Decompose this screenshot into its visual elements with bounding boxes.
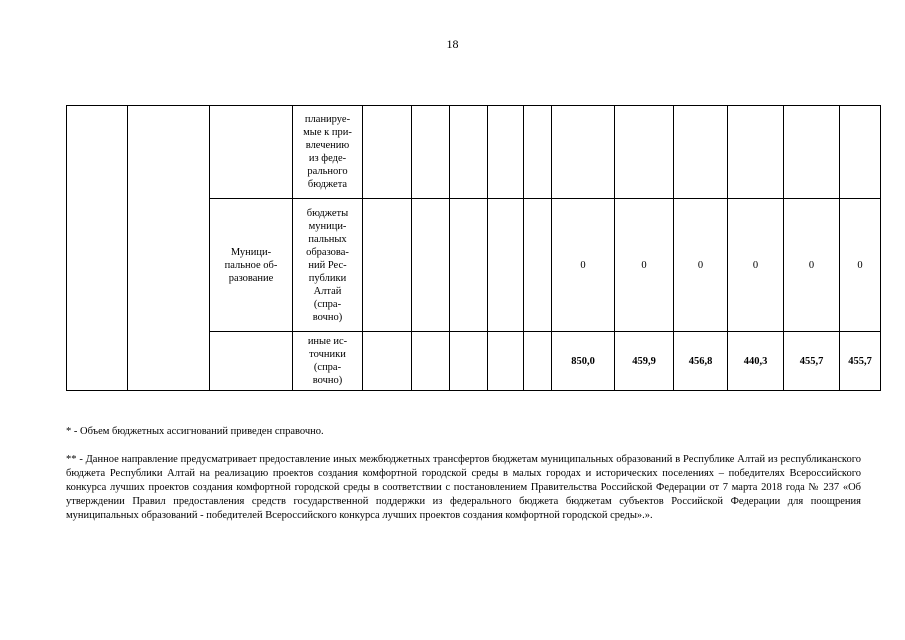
source-cell <box>293 199 363 332</box>
table-row-federal-budget <box>67 106 881 199</box>
empty-cell <box>363 332 412 391</box>
value-cell <box>728 106 784 199</box>
footnotes <box>66 425 861 523</box>
empty-cell <box>363 106 412 199</box>
source-line: рального <box>307 166 348 177</box>
source-line: из феде- <box>308 153 347 164</box>
value-cell: 455,7 <box>784 332 840 391</box>
empty-cell <box>412 199 450 332</box>
source-line: образова- <box>306 246 349 258</box>
source-line: бюджеты <box>306 207 349 219</box>
value-cell <box>840 106 881 199</box>
source-line: точники <box>309 349 346 360</box>
source-line: публики <box>308 272 347 284</box>
empty-cell <box>524 106 552 199</box>
empty-cell <box>450 106 488 199</box>
value-cell: 0 <box>728 199 784 332</box>
value-cell: 456,8 <box>674 332 728 391</box>
budget-table <box>66 105 881 391</box>
source-line: мые к при- <box>303 127 352 138</box>
source-line: вочно) <box>312 375 343 386</box>
source-line: вочно) <box>312 311 343 323</box>
value-cell: 0 <box>784 199 840 332</box>
source-line: (спра- <box>313 298 342 310</box>
executor-line: пальное об- <box>224 259 278 271</box>
value-cell: 850,0 <box>552 332 615 391</box>
value-cell: 459,9 <box>615 332 674 391</box>
empty-cell <box>488 332 524 391</box>
source-line: (спра- <box>313 362 342 373</box>
value-cell: 0 <box>674 199 728 332</box>
empty-cell <box>412 106 450 199</box>
empty-cell <box>450 199 488 332</box>
value-cell <box>784 106 840 199</box>
empty-cell <box>524 199 552 332</box>
executor-cell <box>210 332 293 391</box>
value-cell <box>674 106 728 199</box>
source-line: пальных <box>308 233 347 245</box>
value-cell <box>615 106 674 199</box>
empty-cell <box>67 106 128 391</box>
footnote-2: ** - Данное направление предусматривает предоставление иных межбюджетных трансфертов бюджетам муниципальных образований в Республике Алтай из республиканского бюджета Республики Алтай на реализацию проектов создания комфортной городской среды в малых городах и исторических поселениях – победителях Всероссийского конкурса лучших проектов создания комфортной городской среды в соответствии с постановлением Правительства Российской Федерации от 7 марта 2018 года № 237 «Об утверждении Правил предоставления средств государственной поддержки из федерального бюджета бюджетам субъектов Российской Федерации для поощрения муниципальных образований - победителей Всероссийского конкурса лучших проектов создания комфортной городской среды».». <box>66 454 861 521</box>
source-line: бюджета <box>307 179 348 190</box>
source-line: Алтай <box>313 285 342 297</box>
source-line: иные ис- <box>307 336 348 347</box>
source-cell <box>293 106 363 199</box>
source-line: влечению <box>305 140 350 151</box>
executor-line: разование <box>228 272 274 284</box>
empty-cell <box>412 332 450 391</box>
source-cell <box>293 332 363 391</box>
source-line: планируе- <box>304 114 351 125</box>
value-cell: 440,3 <box>728 332 784 391</box>
footnote-1: * - Объем бюджетных ассигнований приведен справочно. <box>66 426 324 437</box>
source-line: ний Рес- <box>308 259 347 271</box>
page-number: 18 <box>446 37 459 51</box>
source-line: муници- <box>308 220 347 232</box>
executor-cell <box>210 199 293 332</box>
empty-cell <box>363 199 412 332</box>
empty-cell <box>450 332 488 391</box>
value-cell <box>552 106 615 199</box>
value-cell: 0 <box>552 199 615 332</box>
empty-cell <box>128 106 210 391</box>
value-cell: 455,7 <box>840 332 881 391</box>
value-cell: 0 <box>840 199 881 332</box>
executor-cell <box>210 106 293 199</box>
empty-cell <box>488 199 524 332</box>
executor-line: Муници- <box>230 246 272 258</box>
empty-cell <box>488 106 524 199</box>
empty-cell <box>524 332 552 391</box>
value-cell: 0 <box>615 199 674 332</box>
